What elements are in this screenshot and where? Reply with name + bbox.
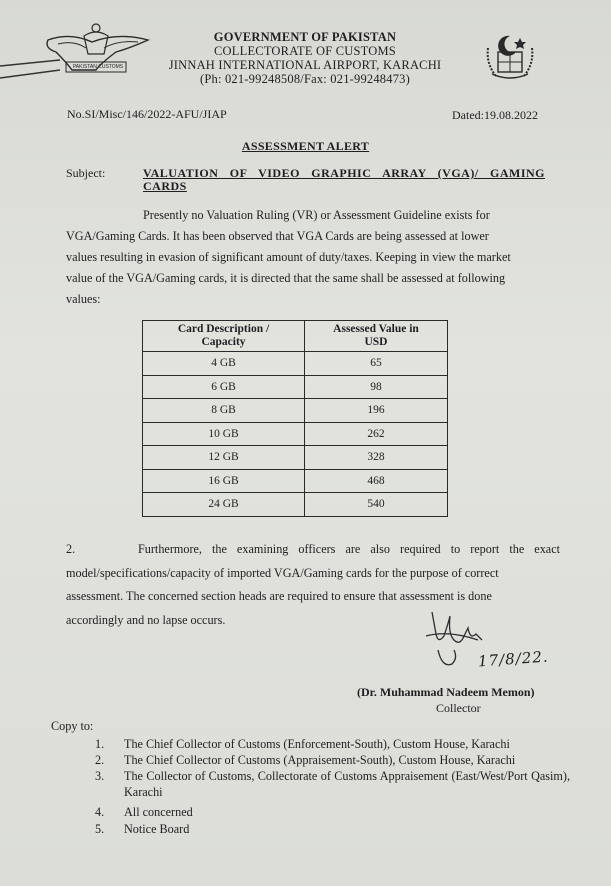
header-value-b: USD xyxy=(364,336,388,348)
copy-list-item xyxy=(0,752,611,768)
paragraph-2-number: 2. xyxy=(66,542,76,556)
paragraph-1-line: values: xyxy=(66,292,101,306)
copy-list-item xyxy=(0,821,611,837)
paragraph-2-line: model/specifications/capacity of imported VGA/Gaming cards for the purpose of correct xyxy=(66,565,499,580)
subject-label: Subject: xyxy=(66,166,106,180)
cell-capacity: 6 GB xyxy=(143,375,305,399)
paragraph-1 xyxy=(66,205,550,310)
cell-capacity: 4 GB xyxy=(143,352,305,376)
header-capacity-a: Card Description / xyxy=(177,323,270,335)
copy-item-text: The Chief Collector of Customs (Appraisement-South), Custom House, Karachi xyxy=(124,753,516,767)
copy-item-number: 5. xyxy=(95,822,105,836)
customs-eagle-icon xyxy=(0,18,160,88)
header-capacity-b: Capacity xyxy=(201,336,246,348)
signature-date: 17/8/22. xyxy=(477,647,550,671)
reference-number: No.SI/Misc/146/2022-AFU/JIAP xyxy=(67,107,227,121)
header-government: GOVERNMENT OF PAKISTAN xyxy=(213,30,397,44)
cell-value: 328 xyxy=(305,446,448,470)
paragraph-1-line: value of the VGA/Gaming cards, it is directed that the same shall be assessed at following xyxy=(66,271,506,285)
table-row xyxy=(143,446,448,470)
copy-item-number: 2. xyxy=(95,753,105,767)
paragraph-2-line: accordingly and no lapse occurs. xyxy=(66,612,226,627)
customs-logo xyxy=(0,18,160,88)
paragraph-1-line: VGA/Gaming Cards. It has been observed that VGA Cards are being assessed at lower xyxy=(66,229,489,243)
copy-item-number: 4. xyxy=(95,805,105,819)
copy-item-text: The Chief Collector of Customs (Enforcement-South), Custom House, Karachi xyxy=(124,737,510,751)
cell-capacity: 16 GB xyxy=(143,469,305,493)
header-assessed-value xyxy=(305,321,448,352)
header-airport: JINNAH INTERNATIONAL AIRPORT, KARACHI xyxy=(168,58,442,72)
paragraph-1-line: Presently no Valuation Ruling (VR) or Assessment Guideline exists for xyxy=(143,208,490,222)
copy-list-item xyxy=(0,768,611,800)
header-collectorate: COLLECTORATE OF CUSTOMS xyxy=(214,44,396,58)
signatory-title: Collector xyxy=(436,701,481,715)
copy-item-text: All concerned xyxy=(124,805,193,819)
assessment-alert-title: ASSESSMENT ALERT xyxy=(241,139,370,153)
copy-item-text: Notice Board xyxy=(124,822,190,836)
signatory-name: (Dr. Muhammad Nadeem Memon) xyxy=(357,685,535,699)
table-row xyxy=(143,469,448,493)
paragraph-2-line: Furthermore, the examining officers are also required to report the exact xyxy=(138,542,560,556)
copy-item-number: 1. xyxy=(95,737,105,751)
pakistan-emblem-icon xyxy=(484,34,536,82)
header-capacity xyxy=(143,321,305,352)
cell-value: 540 xyxy=(305,493,448,517)
paragraph-2-first-line xyxy=(66,538,560,562)
cell-capacity: 10 GB xyxy=(143,422,305,446)
cell-capacity: 24 GB xyxy=(143,493,305,517)
table-header-row xyxy=(143,321,448,352)
table-row xyxy=(143,399,448,423)
cell-capacity: 12 GB xyxy=(143,446,305,470)
customs-logo-label: PAKISTAN CUSTOMS xyxy=(72,64,124,70)
copy-list-item xyxy=(0,804,611,820)
dated: Dated:19.08.2022 xyxy=(452,108,538,122)
valuation-table xyxy=(142,320,448,517)
cell-value: 98 xyxy=(305,375,448,399)
table-row xyxy=(143,493,448,517)
table-row xyxy=(143,375,448,399)
state-emblem xyxy=(484,34,536,82)
cell-value: 262 xyxy=(305,422,448,446)
header-value-a: Assessed Value in xyxy=(333,323,419,335)
cell-value: 196 xyxy=(305,399,448,423)
cell-value: 65 xyxy=(305,352,448,376)
subject-text: VALUATION OF VIDEO GRAPHIC ARRAY (VGA)/ GAMING CARDS xyxy=(143,166,545,193)
copy-list-item xyxy=(0,736,611,752)
table-row xyxy=(143,422,448,446)
paragraph-2-line: assessment. The concerned section heads are required to ensure that assessment is done xyxy=(66,589,492,603)
paragraph-1-line: values resulting in evasion of significant amount of duty/taxes. Keeping in view the market xyxy=(66,250,511,264)
copy-item-number: 3. xyxy=(95,769,105,783)
copy-item-text: The Collector of Customs, Collectorate of Customs Appraisement (East/West/Port Qasim), Karachi xyxy=(124,769,570,799)
cell-capacity: 8 GB xyxy=(143,399,305,423)
cell-value: 468 xyxy=(305,469,448,493)
copy-to-label: Copy to: xyxy=(51,719,94,733)
table-row xyxy=(143,352,448,376)
header-phone: (Ph: 021-99248508/Fax: 021-99248473) xyxy=(200,72,410,86)
